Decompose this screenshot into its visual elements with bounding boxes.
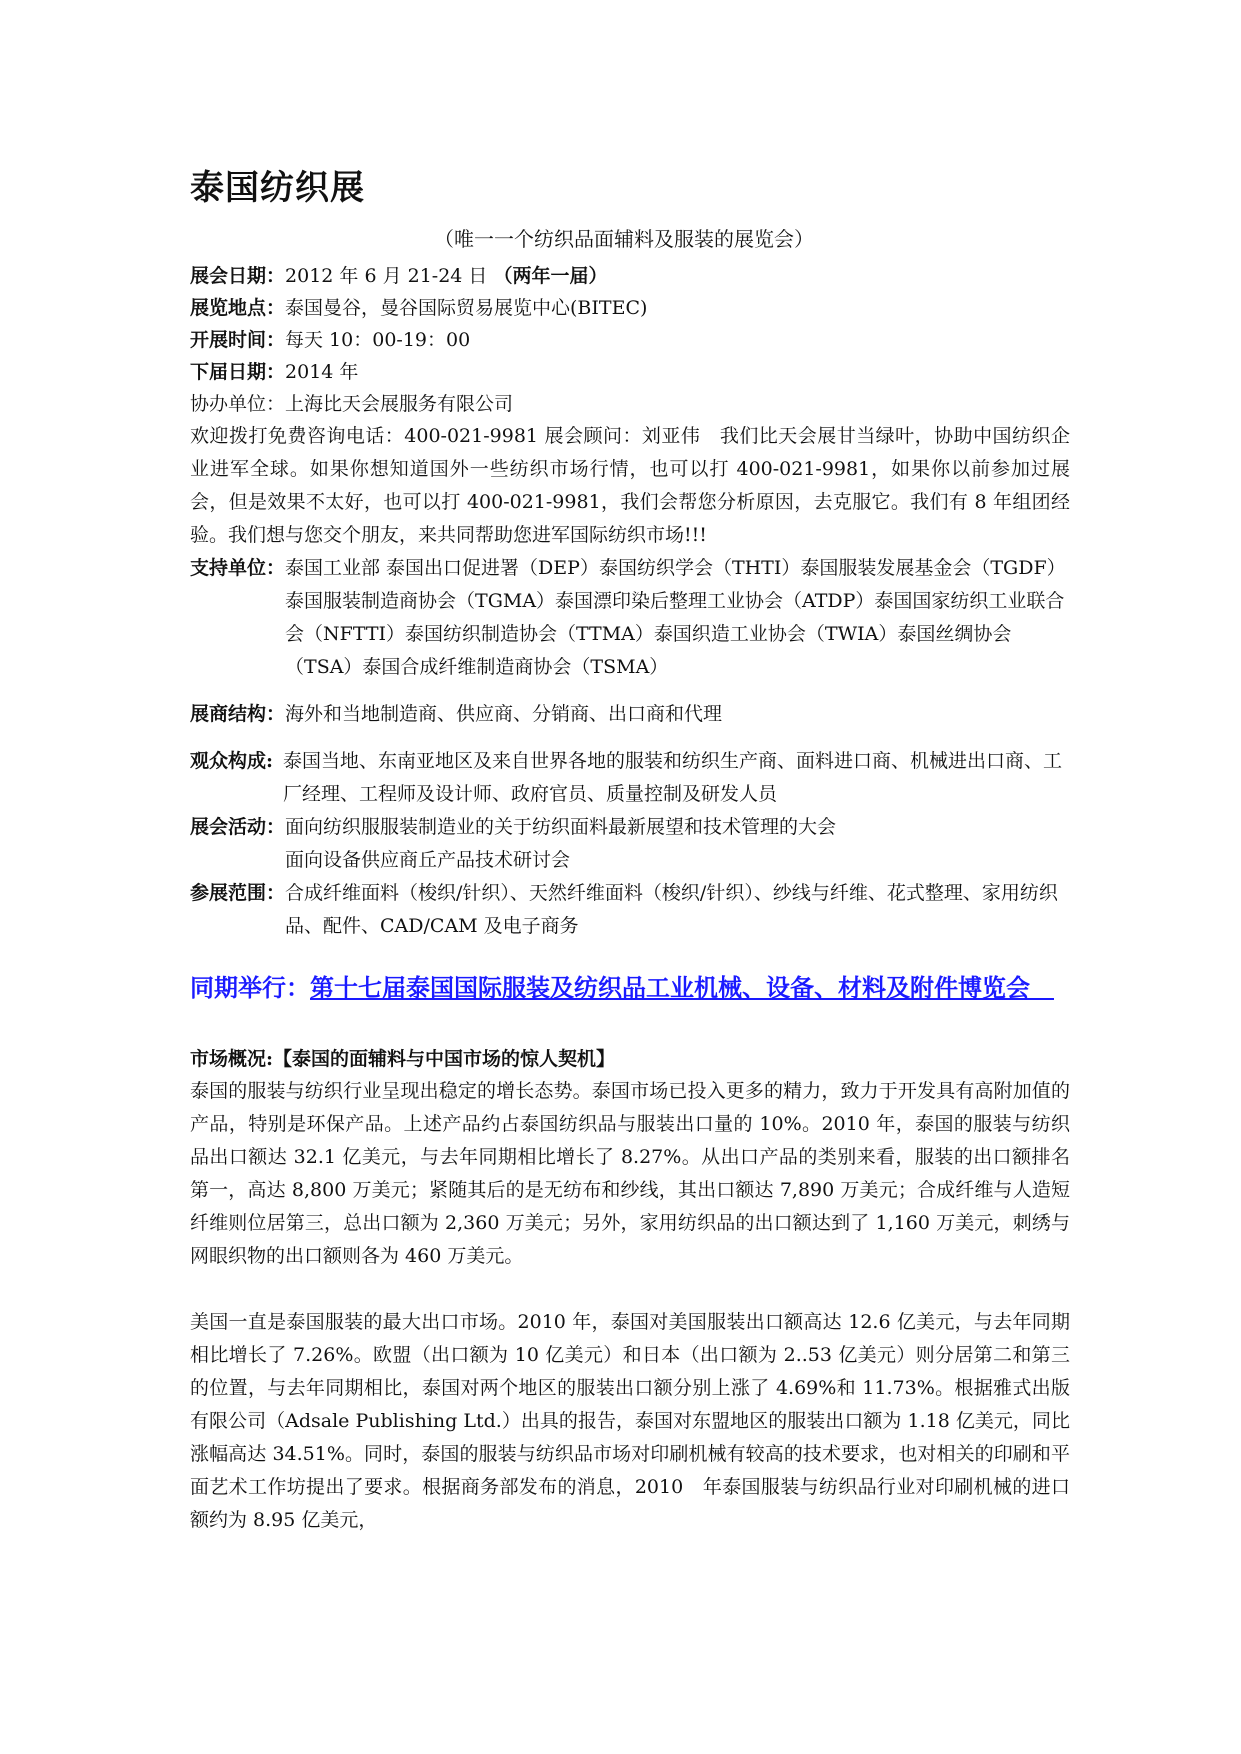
market-heading: 市场概况:【泰国的面辅料与中国市场的惊人契机】 [190,1048,616,1070]
info-date [190,260,1070,292]
activities-label: 展会活动： [190,816,286,838]
info-hours [190,324,1070,356]
welcome-paragraph: 欢迎拨打免费咨询电话：400-021-9981 展会顾问：刘亚伟 我们比天会展甘当绿叶，协助中国纺织企业进军全球。如果你想知道国外一些纺织市场行情，也可以打 400-021-9981，如果你以前参加过展会，但是效果不太好，也可以打 400-021-9981，我们会帮您分析原因，去克服它。我们有 8 年组团经验。我们想与您交个朋友，来共同帮助您进军国际纺织市场!!! [190,425,1070,546]
hours-label: 开展时间： [190,329,286,351]
organizer-value: 上海比天会展服务有限公司 [285,393,514,415]
scope-section [190,877,1070,943]
venue-label: 展览地点： [190,297,286,319]
info-organizer [190,388,1070,420]
organizer-label: 协办单位： [190,393,286,415]
support-section [190,552,1070,684]
audience-section [190,745,1070,811]
exhibitors-value: 海外和当地制造商、供应商、分销商、出口商和代理 [285,703,723,725]
concurrent-event-link[interactable]: 第十七届泰国国际服装及纺织品工业机械、设备、材料及附件博览会 [310,973,1054,1002]
market-paragraph-1: 泰国的服装与纺织行业呈现出稳定的增长态势。泰国市场已投入更多的精力，致力于开发具有高附加值的产品，特别是环保产品。上述产品约占泰国纺织品与服装出口量的 10%。2010 年，泰国的服装与纺织品出口额达 32.1 亿美元，与去年同期相比增长了 8.27%。从出口产品的类别来看，服装的出口额排名第一，高达 8,800 万美元；紧随其后的是无纺布和纱线，其出口额达 7,890 万美元；合成纤维与人造短纤维则位居第三，总出口额为 2,360 万美元；另外，家用纺织品的出口额达到了 1,160 万美元，刺绣与网眼织物的出口额则各为 460 万美元。 [190,1080,1070,1267]
hours-value: 每天 10：00-19：00 [285,329,471,351]
date-note: （两年一届） [493,265,608,287]
venue-value: 泰国曼谷，曼谷国际贸易展览中心(BITEC) [285,297,648,319]
scope-label: 参展范围： [190,882,286,904]
activities-line-2: 面向设备供应商丘产品技术研讨会 [285,849,571,871]
scope-value: 合成纤维面料（梭织/针织）、天然纤维面料（梭织/针织）、纱线与纤维、花式整理、家用纺织品、配件、CAD/CAM 及电子商务 [285,882,1058,937]
audience-label: 观众构成: [190,750,274,772]
exhibitors-label: 展商结构： [190,703,286,725]
activities-section [190,811,1070,877]
document-page [190,160,1070,1537]
audience-value: 泰国当地、东南亚地区及来自世界各地的服装和纺织生产商、面料进口商、机械进出口商、工厂经理、工程师及设计师、政府官员、质量控制及研发人员 [283,750,1063,805]
info-next [190,356,1070,388]
concurrent-lead: 同期举行： [190,973,310,1002]
info-venue [190,292,1070,324]
activities-line-1: 面向纺织服服装制造业的关于纺织面料最新展望和技术管理的大会 [285,816,837,838]
page-subtitle: （唯一一个纺织品面辅料及服装的展览会） [434,227,814,251]
date-value: 2012 年 6 月 21-24 日 [285,265,488,287]
page-title: 泰国纺织展 [190,168,365,208]
support-label: 支持单位： [190,557,286,579]
exhibitors-section [190,698,1070,731]
support-value: 泰国工业部 泰国出口促进署（DEP）泰国纺织学会（THTI）泰国服装发展基金会（TGDF）泰国服装制造商协会（TGMA）泰国漂印染后整理工业协会（ATDP）泰国国家纺织工业联合会（NFTTI）泰国纺织制造协会（TTMA）泰国织造工业协会（TWIA）泰国丝绸协会（TSA）泰国合成纤维制造商协会（TSMA） [285,557,1066,678]
date-label: 展会日期： [190,265,286,287]
market-paragraph-2: 美国一直是泰国服装的最大出口市场。2010 年，泰国对美国服装出口额高达 12.6 亿美元，与去年同期相比增长了 7.26%。欧盟（出口额为 10 亿美元）和日本（出口额为 2..53 亿美元）则分居第二和第三的位置，与去年同期相比，泰国对两个地区的服装出口额分别上涨了 4.69%和 11.73%。根据雅式出版有限公司（Adsale Publishing Ltd.）出具的报告，泰国对东盟地区的服装出口额为 1.18 亿美元，同比涨幅高达 34.51%。同时，泰国的服装与纺织品市场对印刷机械有较高的技术要求，也对相关的印刷和平面艺术工作坊提出了要求。根据商务部发布的消息，2010 年泰国服装与纺织品行业对印刷机械的进口额约为 8.95 亿美元， [190,1311,1070,1531]
concurrent-event [190,971,1070,1005]
next-label: 下届日期： [190,361,286,383]
next-value: 2014 年 [285,361,359,383]
